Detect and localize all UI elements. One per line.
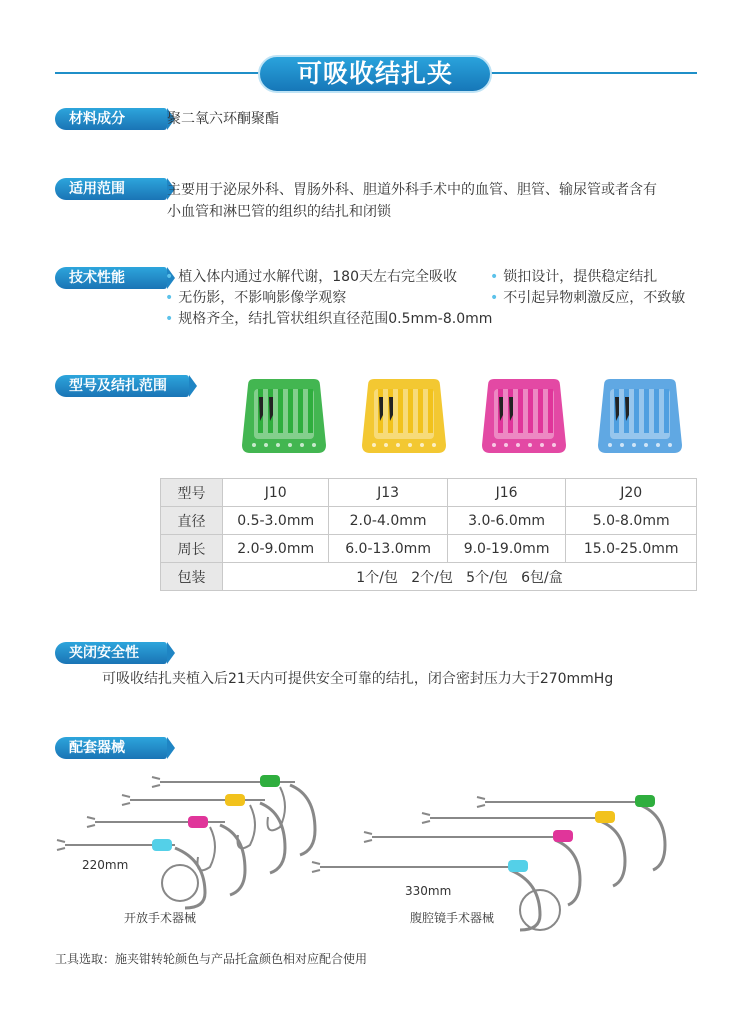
- lap-length-label: 330mm: [405, 884, 452, 898]
- table-row-header: 型号: [161, 479, 223, 507]
- table-row-header: 周长: [161, 535, 223, 563]
- section-tag-tech: 技术性能: [55, 267, 167, 289]
- clip-tray-image: [596, 375, 684, 455]
- tech-bullet: • 无伤影，不影响影像学观察: [165, 288, 346, 309]
- table-cell: 2.0-4.0mm: [329, 507, 448, 535]
- section-tag-scope: 适用范围: [55, 178, 167, 200]
- safety-text: 可吸收结扎夹植入后21天内可提供安全可靠的结扎，闭合密封压力大于270mmHg: [102, 671, 614, 687]
- table-row: [161, 507, 697, 535]
- table-row-header: 包装: [161, 563, 223, 591]
- section-tag-instruments: 配套器械: [55, 737, 167, 759]
- scope-text-line2: 小血管和淋巴管的组织的结扎和闭锁: [167, 204, 391, 220]
- footer-note: 工具选取：施夹钳转轮颜色与产品托盒颜色相对应配合使用: [55, 952, 368, 966]
- open-surgery-instruments-image: [50, 765, 350, 915]
- laparoscopic-instruments-image: [310, 785, 695, 935]
- table-row: [161, 479, 697, 507]
- scope-text-line1: 主要用于泌尿外科、胃肠外科、胆道外科手术中的血管、胆管、输尿管或者含有: [167, 182, 657, 198]
- table-cell: 5.0-8.0mm: [566, 507, 697, 535]
- clip-tray-image: [360, 375, 448, 455]
- table-cell: J20: [566, 479, 697, 507]
- open-length-label: 220mm: [82, 858, 129, 872]
- lap-caption: 腹腔镜手术器械: [410, 911, 495, 925]
- model-spec-table: [160, 478, 697, 591]
- table-cell: 15.0-25.0mm: [566, 535, 697, 563]
- page-title: 可吸收结扎夹: [258, 55, 492, 93]
- material-text: 聚二氧六环酮聚酯: [167, 111, 279, 127]
- section-tag-safety: 夹闭安全性: [55, 642, 167, 664]
- clip-tray-image: [240, 375, 328, 455]
- table-cell: J10: [223, 479, 329, 507]
- table-row: [161, 535, 697, 563]
- tech-bullet: • 植入体内通过水解代谢，180天左右完全吸收: [165, 267, 457, 288]
- section-tag-material: 材料成分: [55, 108, 167, 130]
- package-cell: 1个/包 2个/包 5个/包 6包/盒: [223, 563, 697, 591]
- section-tag-models: 型号及结扎范围: [55, 375, 189, 397]
- table-cell: J13: [329, 479, 448, 507]
- table-row: [161, 563, 697, 591]
- table-cell: 9.0-19.0mm: [447, 535, 566, 563]
- clip-tray-image: [480, 375, 568, 455]
- tech-bullet: • 不引起异物刺激反应，不致敏: [490, 288, 685, 309]
- tech-bullet: • 锁扣设计，提供稳定结扎: [490, 267, 657, 288]
- table-cell: J16: [447, 479, 566, 507]
- tech-bullet: • 规格齐全，结扎管状组织直径范围0.5mm-8.0mm: [165, 309, 492, 330]
- table-row-header: 直径: [161, 507, 223, 535]
- open-caption: 开放手术器械: [124, 911, 197, 925]
- table-cell: 3.0-6.0mm: [447, 507, 566, 535]
- table-cell: 0.5-3.0mm: [223, 507, 329, 535]
- table-cell: 2.0-9.0mm: [223, 535, 329, 563]
- table-cell: 6.0-13.0mm: [329, 535, 448, 563]
